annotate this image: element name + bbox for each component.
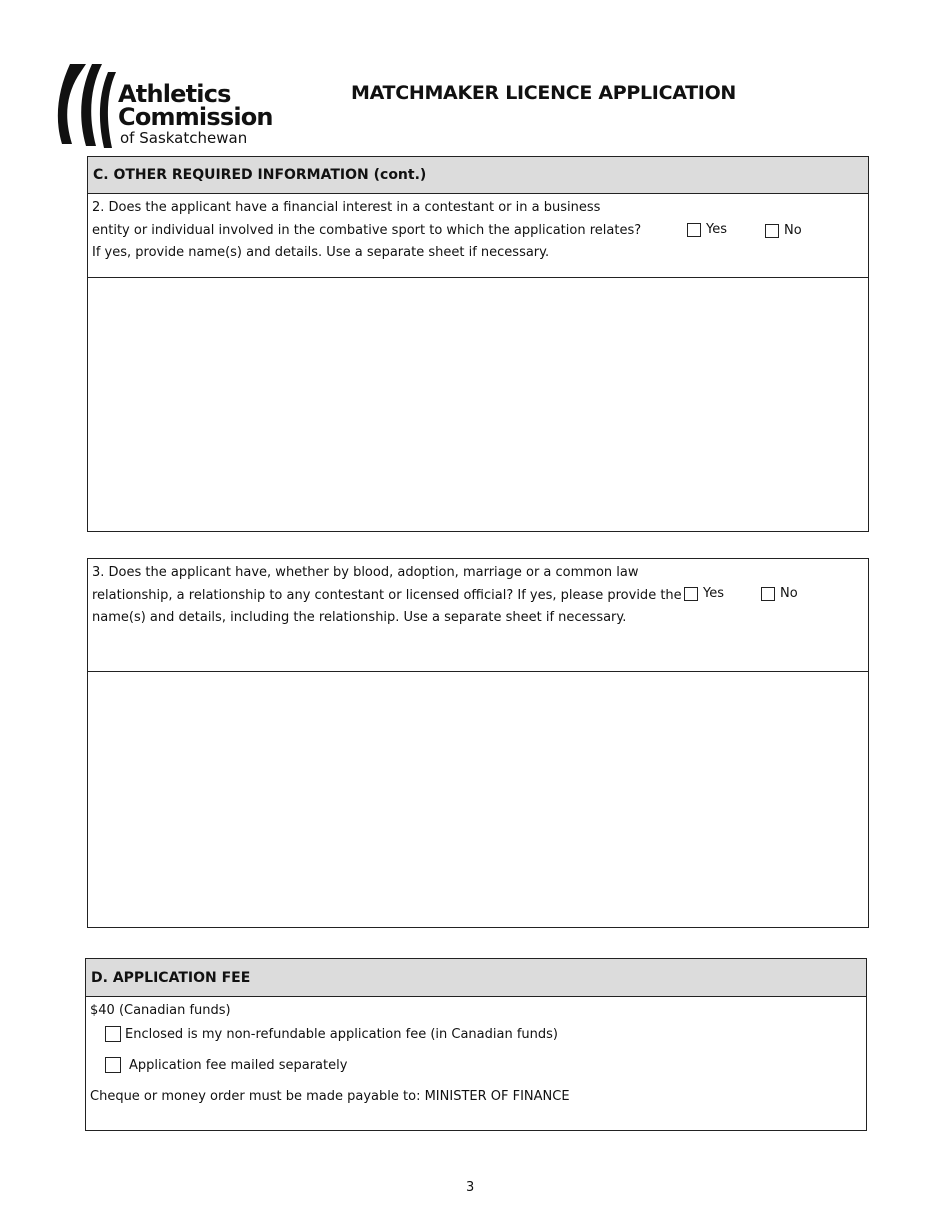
fee-mailed-label: Application fee mailed separately <box>129 1057 348 1073</box>
question-2-yes-checkbox[interactable] <box>687 223 701 237</box>
question-2-line-1: 2. Does the applicant have a financial interest in a contestant or in a business <box>92 200 601 215</box>
question-3-no-label: No <box>780 586 798 601</box>
question-3-yes-option[interactable] <box>684 586 724 601</box>
question-3-no-option[interactable] <box>761 586 798 601</box>
commission-logo-icon <box>56 62 118 150</box>
question-2-line-2: entity or individual involved in the combative sport to which the application relates? <box>92 222 642 238</box>
fee-mailed-option[interactable] <box>105 1057 347 1073</box>
question-3-no-checkbox[interactable] <box>761 587 775 601</box>
fee-amount: $40 (Canadian funds) <box>90 1003 231 1018</box>
logo-text-line2: Commission <box>118 103 273 131</box>
question-2-answer-area[interactable] <box>87 277 869 532</box>
question-3-text <box>92 562 682 630</box>
question-3-line-3: name(s) and details, including the relationship. Use a separate sheet if necessary. <box>92 610 627 625</box>
page-number: 3 <box>466 1180 475 1195</box>
payable-note: Cheque or money order must be made payable to: MINISTER OF FINANCE <box>90 1089 570 1104</box>
fee-enclosed-checkbox[interactable] <box>105 1026 121 1042</box>
question-3-box <box>87 558 869 672</box>
question-2-no-checkbox[interactable] <box>765 224 779 238</box>
question-2-no-option[interactable] <box>765 223 802 238</box>
question-2-box <box>87 193 869 278</box>
question-2-no-label: No <box>784 223 802 238</box>
fee-enclosed-label: Enclosed is my non-refundable application fee (in Canadian funds) <box>125 1026 558 1042</box>
question-3-yes-checkbox[interactable] <box>684 587 698 601</box>
fee-mailed-checkbox[interactable] <box>105 1057 121 1073</box>
question-3-line-1: 3. Does the applicant have, whether by blood, adoption, marriage or a common law <box>92 565 639 580</box>
question-2-yes-label: Yes <box>706 222 727 237</box>
section-d-heading: D. APPLICATION FEE <box>85 958 867 997</box>
page-title: MATCHMAKER LICENCE APPLICATION <box>351 82 737 104</box>
question-3-line-2: relationship, a relationship to any contestant or licensed official? If yes, please provide the <box>92 587 682 603</box>
question-3-answer-area[interactable] <box>87 671 869 928</box>
commission-logo <box>56 62 273 152</box>
logo-text-line1: Athletics <box>118 80 231 108</box>
question-2-line-3: If yes, provide name(s) and details. Use a separate sheet if necessary. <box>92 245 550 260</box>
logo-text-line3: of Saskatchewan <box>120 129 248 147</box>
fee-enclosed-option[interactable] <box>105 1026 558 1042</box>
question-3-yes-label: Yes <box>703 586 724 601</box>
question-2-yes-option[interactable] <box>687 222 727 237</box>
question-2-text <box>92 197 641 265</box>
application-fee-box <box>85 996 867 1131</box>
section-c-heading: C. OTHER REQUIRED INFORMATION (cont.) <box>87 156 869 194</box>
